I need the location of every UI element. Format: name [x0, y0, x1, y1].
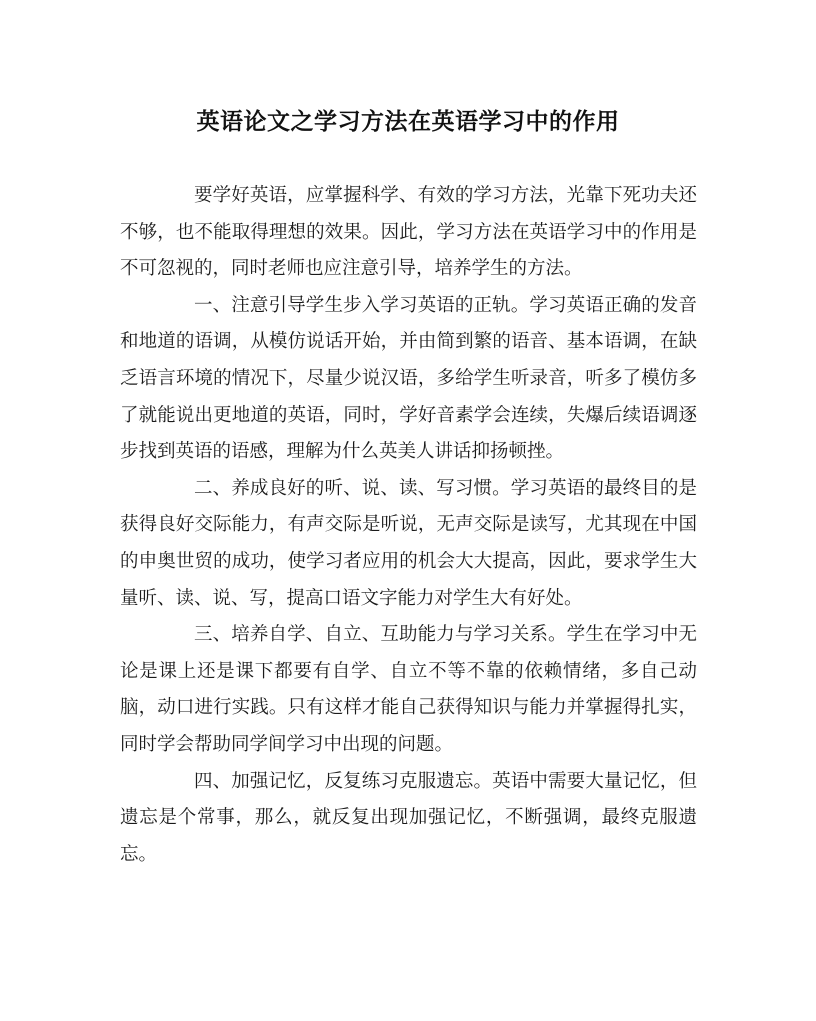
paragraph-section-2: 二、养成良好的听、说、读、写习惯。学习英语的最终目的是获得良好交际能力，有声交际是听说，无声交际是读写，尤其现在中国的申奥世贸的成功，使学习者应用的机会大大提高，因此，要求学生大量听、读、说、写，提高口语文字能力对学生大有好处。	[120, 477, 697, 609]
paragraph-section-4: 四、加强记忆，反复练习克服遗忘。英语中需要大量记忆，但遗忘是个常事，那么，就反复出现加强记忆，不断强调，最终克服遗忘。	[120, 770, 697, 865]
document-body	[120, 178, 697, 873]
document-title: 英语论文之学习方法在英语学习中的作用	[196, 108, 620, 135]
paragraph-intro: 要学好英语，应掌握科学、有效的学习方法，光靠下死功夫还不够，也不能取得理想的效果。因此，学习方法在英语学习中的作用是不可忽视的，同时老师也应注意引导，培养学生的方法。	[120, 185, 697, 280]
paragraph-section-3: 三、培养自学、自立、互助能力与学习关系。学生在学习中无论是课上还是课下都要有自学、自立不等不靠的依赖情绪，多自己动脑，动口进行实践。只有这样才能自己获得知识与能力并掌握得扎实，同时学会帮助同学间学习中出现的问题。	[120, 624, 697, 755]
paragraph-section-1: 一、注意引导学生步入学习英语的正轨。学习英语正确的发音和地道的语调，从模仿说话开始，并由简到繁的语音、基本语调，在缺乏语言环境的情况下，尽量少说汉语，多给学生听录音，听多了模仿多了就能说出更地道的英语，同时，学好音素学会连续，失爆后续语调逐步找到英语的语感，理解为什么英美人讲话抑扬顿挫。	[120, 294, 697, 463]
